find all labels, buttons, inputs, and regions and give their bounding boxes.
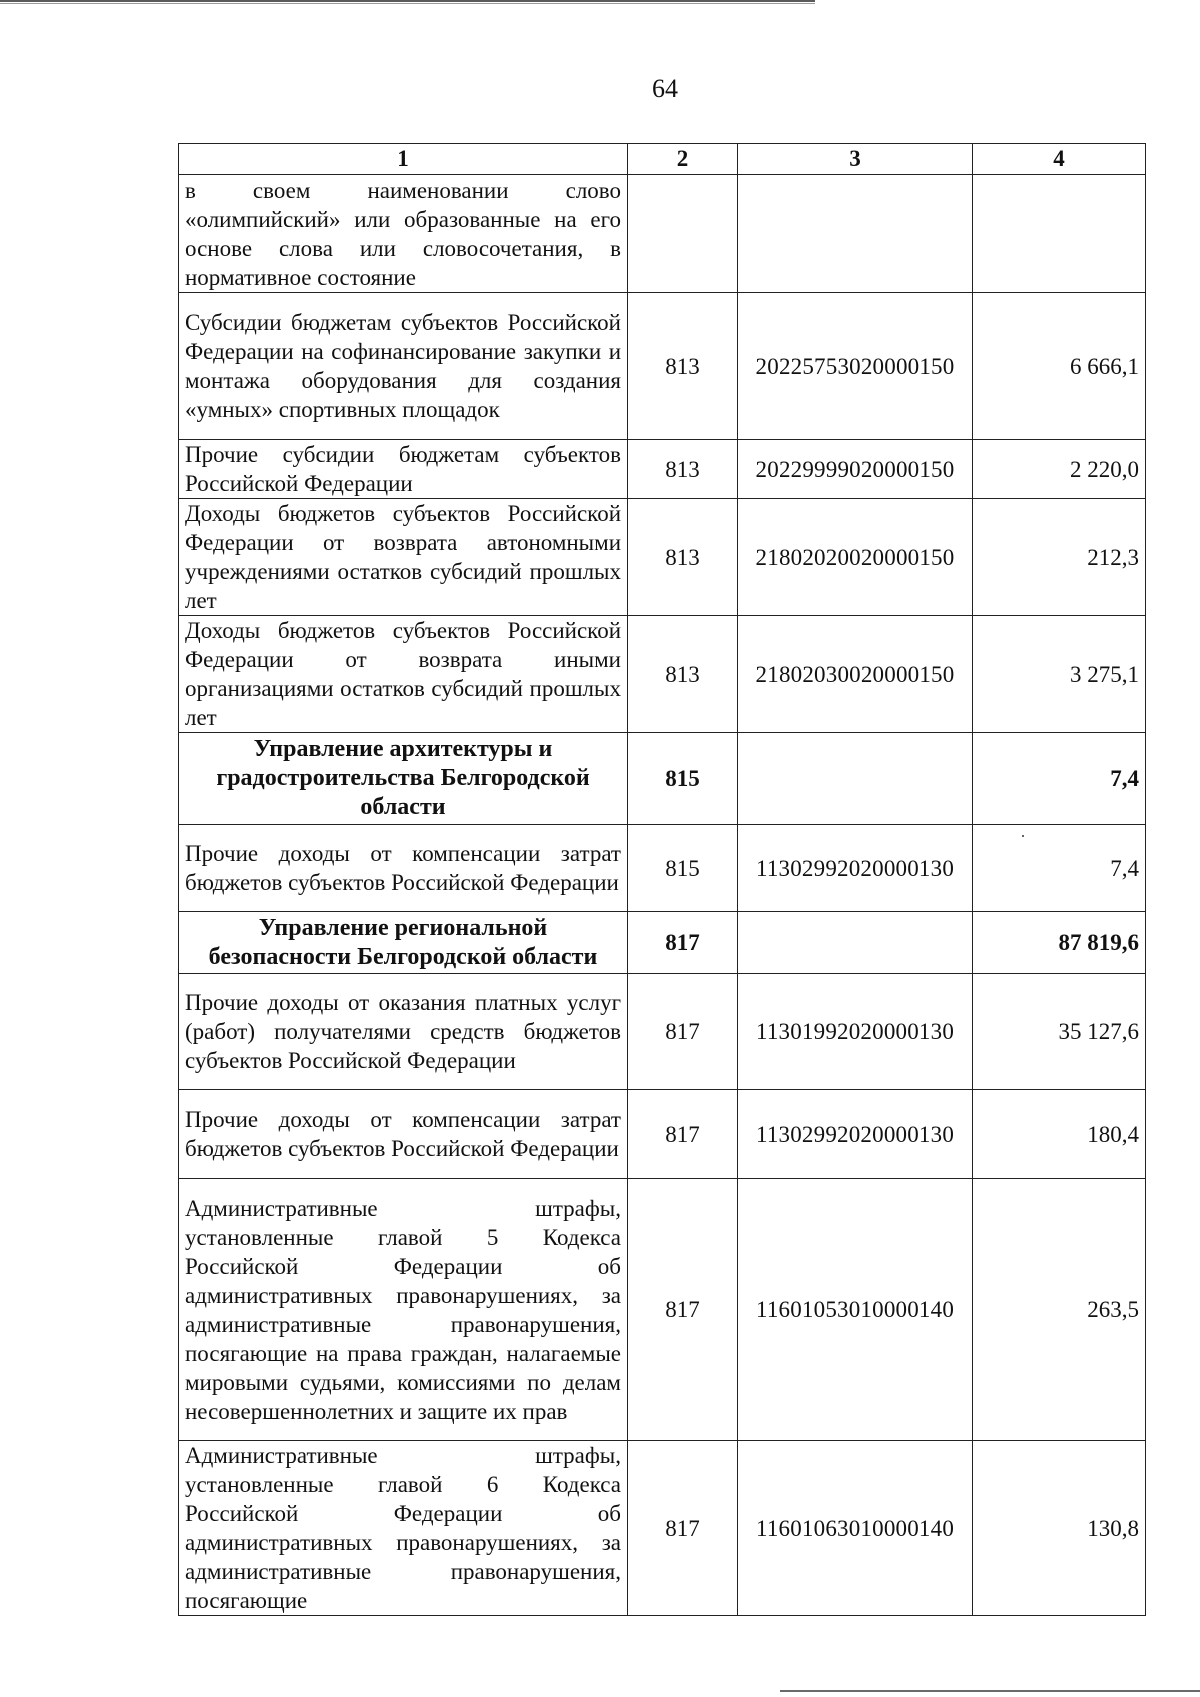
row-description: Административные штрафы, установленные главой 6 Кодекса Российской Федерации об административных правонарушениях, за административные правонарушения, посягающие <box>179 1441 628 1616</box>
row-description: Прочие доходы от компенсации затрат бюджетов субъектов Российской Федерации <box>179 1090 628 1179</box>
row-budget-code: 21802020020000150 <box>738 499 973 616</box>
row-budget-code: 11302992020000130 <box>738 1090 973 1179</box>
row-amount: 130,8 <box>973 1441 1146 1616</box>
row-amount <box>973 175 1146 293</box>
column-header-3: 3 <box>738 144 973 175</box>
row-admin-code <box>628 175 738 293</box>
org-header-row <box>179 912 1146 974</box>
row-amount: 3 275,1 <box>973 616 1146 733</box>
table-header <box>179 144 1146 175</box>
row-admin-code: 813 <box>628 499 738 616</box>
row-amount: 2 220,0 <box>973 440 1146 499</box>
row-admin-code: 815 <box>628 733 738 825</box>
table-row <box>179 1090 1146 1179</box>
row-admin-code: 817 <box>628 912 738 974</box>
page-number: 64 <box>652 74 678 103</box>
row-budget-code <box>738 733 973 825</box>
table-row <box>179 825 1146 912</box>
row-budget-code: 11301992020000130 <box>738 974 973 1090</box>
org-name: Управление региональной безопасности Белгородской области <box>179 912 628 974</box>
row-description: Прочие доходы от оказания платных услуг (работ) получателями средств бюджетов субъектов Российской Федерации <box>179 974 628 1090</box>
row-admin-code: 817 <box>628 1179 738 1441</box>
row-description: Доходы бюджетов субъектов Российской Федерации от возврата автономными учреждениями остатков субсидий прошлых лет <box>179 499 628 616</box>
row-admin-code: 813 <box>628 616 738 733</box>
column-header-2: 2 <box>628 144 738 175</box>
column-header-4: 4 <box>973 144 1146 175</box>
table-row <box>179 1441 1146 1616</box>
row-admin-code: 817 <box>628 1090 738 1179</box>
row-budget-code <box>738 912 973 974</box>
row-amount: 87 819,6 <box>973 912 1146 974</box>
table-row <box>179 974 1146 1090</box>
scan-edge-line-top-secondary <box>0 3 815 4</box>
column-header-1: 1 <box>179 144 628 175</box>
row-admin-code: 817 <box>628 974 738 1090</box>
row-budget-code: 11302992020000130 <box>738 825 973 912</box>
row-description: Прочие субсидии бюджетам субъектов Российской Федерации <box>179 440 628 499</box>
row-amount: 263,5 <box>973 1179 1146 1441</box>
row-amount: 6 666,1 <box>973 293 1146 440</box>
row-budget-code <box>738 175 973 293</box>
table-row <box>179 499 1146 616</box>
row-amount: 7,4 <box>973 825 1146 912</box>
table-row <box>179 293 1146 440</box>
org-header-row <box>179 733 1146 825</box>
scan-edge-line-top <box>0 0 815 2</box>
scan-edge-line-bottom <box>780 1690 1200 1692</box>
row-budget-code: 20225753020000150 <box>738 293 973 440</box>
row-admin-code: 817 <box>628 1441 738 1616</box>
row-admin-code: 813 <box>628 293 738 440</box>
row-amount: 180,4 <box>973 1090 1146 1179</box>
row-description: Доходы бюджетов субъектов Российской Федерации от возврата иными организациями остатков субсидий прошлых лет <box>179 616 628 733</box>
table-row <box>179 440 1146 499</box>
row-amount: 212,3 <box>973 499 1146 616</box>
table-body <box>179 175 1146 1616</box>
row-budget-code: 11601063010000140 <box>738 1441 973 1616</box>
row-description: в своем наименовании слово «олимпийский» или образованные на его основе слова или словосочетания, в нормативное состояние <box>179 175 628 293</box>
row-description: Административные штрафы, установленные главой 5 Кодекса Российской Федерации об административных правонарушениях, за административные правонарушения, посягающие на права граждан, налагаемые мировыми судьями, комиссиями по делам несовершеннолетних и защите их прав <box>179 1179 628 1441</box>
row-description: Субсидии бюджетам субъектов Российской Федерации на софинансирование закупки и монтажа оборудования для создания «умных» спортивных площадок <box>179 293 628 440</box>
row-admin-code: 813 <box>628 440 738 499</box>
row-description: Прочие доходы от компенсации затрат бюджетов субъектов Российской Федерации <box>179 825 628 912</box>
row-budget-code: 21802030020000150 <box>738 616 973 733</box>
org-name: Управление архитектуры и градостроительства Белгородской области <box>179 733 628 825</box>
row-amount: 35 127,6 <box>973 974 1146 1090</box>
table-row <box>179 616 1146 733</box>
row-budget-code: 11601053010000140 <box>738 1179 973 1441</box>
table-row <box>179 175 1146 293</box>
table-row <box>179 1179 1146 1441</box>
header-row <box>179 144 1146 175</box>
row-amount: 7,4 <box>973 733 1146 825</box>
row-admin-code: 815 <box>628 825 738 912</box>
row-budget-code: 20229999020000150 <box>738 440 973 499</box>
revenue-table <box>178 143 1146 1616</box>
